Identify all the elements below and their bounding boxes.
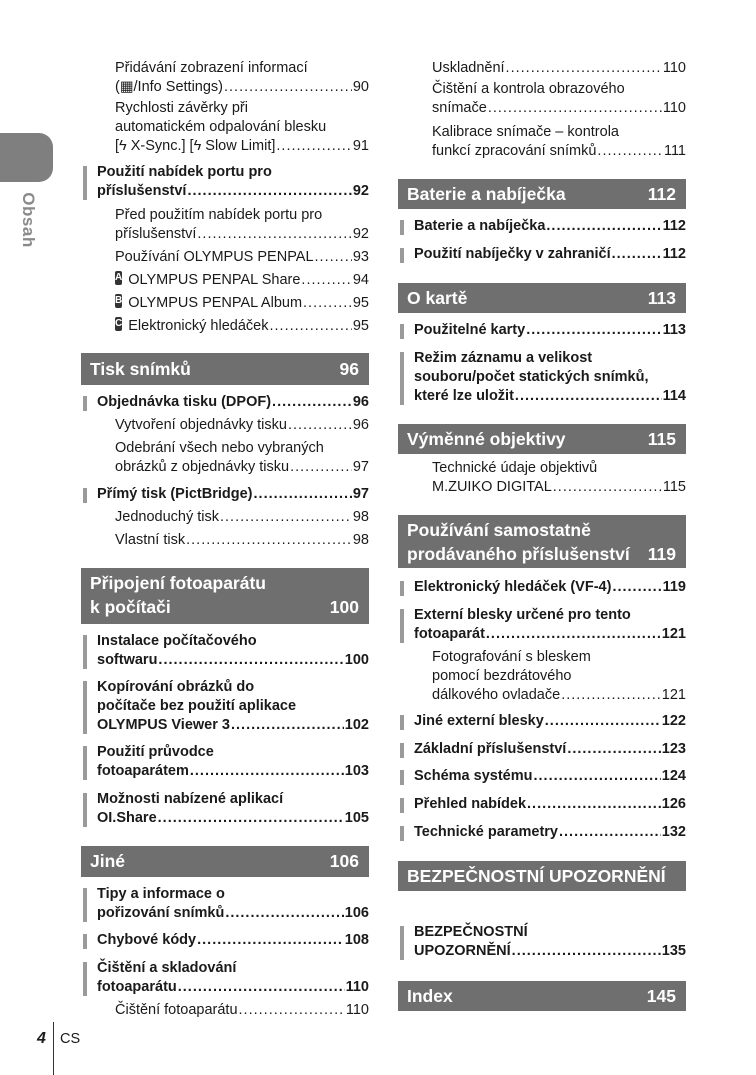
entry-line (414, 712, 686, 731)
entry-text: UPOZORNĚNÍ (414, 943, 511, 959)
section-page: 106 (329, 851, 359, 871)
entry-text: které lze uložit (414, 388, 514, 404)
toc-entry[interactable] (97, 678, 369, 735)
entry-text: Technické údaje objektivů (432, 460, 598, 476)
dot-leader (158, 651, 343, 670)
entry-line (432, 667, 686, 686)
entry-text: Použití průvodce (97, 744, 214, 760)
section-heading-bar[interactable] (81, 568, 369, 624)
dot-leader (158, 809, 344, 828)
entry-text: pomocí bezdrátového (432, 668, 572, 684)
entry-marker (400, 926, 404, 960)
entry-line (97, 678, 369, 697)
footer-rule (53, 1022, 54, 1075)
toc-entry[interactable] (414, 349, 686, 406)
entry-marker (83, 934, 87, 949)
dot-leader (178, 978, 345, 997)
entry-text: Čištění a skladování (97, 960, 237, 976)
penpal-b-icon: B (115, 295, 123, 306)
entry-text: Rychlosti závěrky při (115, 100, 248, 116)
toc-entry[interactable] (414, 217, 686, 236)
entry-text: Fotografování s bleskem (432, 649, 591, 665)
entry-line (115, 137, 369, 156)
entry-line (414, 321, 686, 340)
entry-line (432, 686, 686, 705)
entry-marker (400, 324, 404, 339)
section-title: prodávaného příslušenství (407, 544, 630, 564)
dot-leader (597, 142, 663, 161)
page-ref: 110 (345, 979, 369, 995)
entry-text: Elektronický hledáček (VF-4) (414, 579, 612, 595)
toc-entry[interactable] (414, 321, 686, 340)
dot-leader (276, 137, 351, 156)
entry-marker (400, 715, 404, 730)
dot-leader (488, 99, 662, 118)
entry-text: Jiné externí blesky (414, 713, 544, 729)
entry-marker (83, 888, 87, 922)
entry-text: Objednávka tisku (DPOF) (97, 394, 272, 410)
entry-line (432, 80, 686, 99)
page-ref: 103 (344, 763, 369, 779)
toc-subentry[interactable] (115, 294, 369, 313)
page-ref: 93 (352, 249, 369, 265)
page-ref: 91 (352, 138, 369, 154)
dot-leader (197, 225, 351, 244)
toc-entry[interactable] (414, 823, 686, 842)
entry-text: [ϟ X-Sync.] [ϟ Slow Limit] (115, 138, 276, 154)
toc-entry[interactable] (97, 163, 369, 201)
entry-line (97, 632, 369, 651)
penpal-a-icon: A (115, 272, 123, 283)
entry-text: Vlastní tisk (115, 532, 186, 548)
entry-marker (400, 248, 404, 263)
dot-leader (224, 78, 352, 97)
page-ref: 97 (352, 486, 369, 502)
toc-subentry[interactable] (115, 99, 369, 156)
entry-line (97, 485, 369, 504)
entry-text: Přímý tisk (PictBridge) (97, 486, 253, 502)
entry-line (115, 59, 369, 78)
toc-entry[interactable] (414, 578, 686, 597)
entry-text: Přidávání zobrazení informací (115, 60, 308, 76)
dot-leader (561, 686, 661, 705)
page-ref: 110 (662, 60, 686, 76)
toc-subentry[interactable] (432, 59, 686, 78)
entry-marker (400, 770, 404, 785)
dot-leader (239, 1001, 345, 1020)
entry-marker (400, 743, 404, 758)
toc-subentry[interactable] (115, 439, 369, 477)
entry-line (97, 697, 369, 716)
section-heading-bar[interactable] (398, 515, 686, 568)
toc-entry[interactable] (414, 923, 686, 961)
entry-line (432, 59, 686, 78)
toc-subentry[interactable] (115, 508, 369, 527)
entry-text: OI.Share (97, 810, 157, 826)
page-ref: 94 (352, 272, 369, 288)
entry-text: fotoaparát (414, 626, 485, 642)
section-heading-bar[interactable] (398, 179, 686, 209)
page-ref: 98 (352, 532, 369, 548)
page-ref: 124 (661, 768, 686, 784)
entry-line (414, 578, 686, 597)
toc-subentry[interactable] (115, 59, 369, 97)
dot-leader (526, 321, 661, 340)
page-ref: 112 (662, 246, 686, 262)
section-heading-bar[interactable] (398, 424, 686, 454)
entry-line (432, 123, 686, 142)
dot-leader (527, 795, 661, 814)
entry-text: počítače bez použití aplikace (97, 698, 297, 714)
section-page: 96 (339, 359, 359, 379)
toc-subentry[interactable] (432, 459, 686, 497)
dot-leader (225, 904, 343, 923)
page-ref: 112 (662, 218, 686, 234)
entry-line (97, 959, 369, 978)
entry-line (97, 790, 369, 809)
entry-line (414, 767, 686, 786)
dot-leader (612, 578, 661, 597)
entry-text: OLYMPUS PENPAL Album (128, 295, 303, 311)
page-ref: 115 (662, 479, 686, 495)
section-page: 100 (329, 597, 359, 617)
entry-text: Čištění a kontrola obrazového (432, 81, 625, 97)
section-heading-bar[interactable] (398, 861, 686, 891)
entry-line (115, 99, 369, 118)
entry-text: Tipy a informace o (97, 886, 225, 902)
dot-leader (197, 931, 344, 950)
entry-line (115, 458, 369, 477)
entry-line (115, 206, 369, 225)
entry-line (97, 809, 369, 828)
toc-entry[interactable] (97, 632, 369, 670)
entry-text: BEZPEČNOSTNÍ (414, 924, 528, 940)
dot-leader (288, 416, 352, 435)
toc-entry[interactable] (97, 931, 369, 950)
entry-line (414, 217, 686, 236)
page-ref: 96 (352, 394, 369, 410)
entry-text: M.ZUIKO DIGITAL (432, 479, 552, 495)
toc-subentry[interactable] (115, 1001, 369, 1020)
entry-line (414, 823, 686, 842)
page-ref: 102 (344, 717, 369, 733)
toc-entry[interactable] (414, 712, 686, 731)
entry-text: Kalibrace snímače – kontrola (432, 124, 619, 140)
entry-text: obrázků z objednávky tisku (115, 459, 290, 475)
entry-line (414, 740, 686, 759)
section-title: Používání samostatně (407, 520, 591, 540)
toc-entry[interactable] (97, 485, 369, 504)
dot-leader (512, 942, 661, 961)
page-ref: 92 (352, 226, 369, 242)
entry-line (97, 182, 369, 201)
toc-entry[interactable] (414, 245, 686, 264)
section-page: 145 (646, 986, 676, 1006)
entry-line (414, 245, 686, 264)
page-ref: 123 (661, 741, 686, 757)
entry-text: pořizování snímků (97, 905, 225, 921)
toc-entry[interactable] (414, 795, 686, 814)
entry-marker (83, 488, 87, 503)
entry-text: Před použitím nabídek portu pro (115, 207, 323, 223)
entry-line (97, 716, 369, 735)
dot-leader (303, 294, 352, 313)
entry-marker (83, 746, 87, 780)
entry-line (97, 885, 369, 904)
entry-marker (400, 220, 404, 235)
entry-text: funkcí zpracování snímků (432, 143, 597, 159)
entry-line (115, 271, 369, 290)
entry-text: OLYMPUS PENPAL Share (128, 272, 301, 288)
entry-text: Kopírování obrázků do (97, 679, 255, 695)
page-ref: 108 (344, 932, 369, 948)
entry-line (97, 651, 369, 670)
entry-line (414, 795, 686, 814)
entry-text: Jednoduchý tisk (115, 509, 219, 525)
dot-leader (567, 740, 660, 759)
page-ref: 110 (662, 100, 686, 116)
entry-line (414, 606, 686, 625)
entry-text: Základní příslušenství (414, 741, 567, 757)
language-code: CS (60, 1031, 81, 1047)
dot-leader (220, 508, 352, 527)
dot-leader (315, 248, 352, 267)
toc-subentry[interactable] (115, 271, 369, 290)
entry-line (432, 478, 686, 497)
dot-leader (612, 245, 662, 264)
section-title: Připojení fotoaparátu (90, 573, 266, 593)
dot-leader (515, 387, 662, 406)
entry-text: příslušenství (115, 226, 197, 242)
entry-marker (83, 166, 87, 200)
side-tab-label-box (8, 188, 48, 252)
entry-line (432, 459, 686, 478)
page-ref: 97 (352, 459, 369, 475)
side-tab[interactable] (0, 133, 53, 182)
side-tab-label: Obsah (19, 192, 38, 248)
page-ref: 98 (352, 509, 369, 525)
entry-text: automatickém odpalování blesku (115, 119, 327, 135)
toc-entry[interactable] (414, 740, 686, 759)
section-title: Jiné (90, 851, 126, 871)
page-number: 4 (37, 1030, 46, 1047)
entry-line (115, 225, 369, 244)
page-ref: 126 (661, 796, 686, 812)
page-ref: 113 (662, 322, 686, 338)
entry-text: Odebrání všech nebo vybraných (115, 440, 324, 456)
page-ref: 135 (661, 943, 686, 959)
page-ref: 95 (352, 318, 369, 334)
section-title: O kartě (407, 288, 468, 308)
entry-text: Možnosti nabízené aplikací (97, 791, 284, 807)
entry-line (115, 317, 369, 336)
dot-leader (186, 531, 352, 550)
entry-line (115, 1001, 369, 1020)
page-ref: 110 (345, 1002, 369, 1018)
page-ref: 106 (344, 905, 369, 921)
entry-text: softwaru (97, 652, 158, 668)
entry-line (414, 368, 686, 387)
entry-line (414, 923, 686, 942)
entry-text: Čištění fotoaparátu (115, 1002, 238, 1018)
toc-subentry[interactable] (115, 206, 369, 244)
page-ref: 121 (661, 687, 686, 703)
dot-leader (269, 317, 351, 336)
entry-text: (▦/Info Settings) (115, 79, 223, 95)
dot-leader (254, 485, 352, 504)
entry-marker (83, 962, 87, 996)
section-title: Baterie a nabíječka (407, 184, 566, 204)
entry-line (115, 439, 369, 458)
toc-entry[interactable] (97, 790, 369, 828)
entry-line (115, 416, 369, 435)
toc-subentry[interactable] (432, 123, 686, 161)
dot-leader (272, 393, 352, 412)
entry-text: Režim záznamu a velikost (414, 350, 593, 366)
entry-line (97, 978, 369, 997)
entry-line (414, 349, 686, 368)
section-heading-bar[interactable] (81, 353, 369, 385)
section-title: Index (407, 986, 453, 1006)
entry-marker (400, 581, 404, 596)
entry-text: souboru/počet statických snímků, (414, 369, 649, 385)
entry-line (97, 762, 369, 781)
page-ref: 105 (344, 810, 369, 826)
page-ref: 121 (661, 626, 686, 642)
section-title: Výměnné objektivy (407, 429, 566, 449)
entry-text: Použití nabíječky v zahraničí (414, 246, 611, 262)
dot-leader (546, 217, 661, 236)
entry-text: dálkového ovladače (432, 687, 561, 703)
entry-text: Použití nabídek portu pro (97, 164, 272, 180)
section-page: 119 (647, 544, 676, 564)
entry-line (97, 163, 369, 182)
dot-leader (301, 271, 351, 290)
entry-text: Instalace počítačového (97, 633, 257, 649)
entry-line (115, 118, 369, 137)
page-ref: 132 (661, 824, 686, 840)
section-title: k počítači (90, 597, 171, 617)
toc-entry[interactable] (414, 767, 686, 786)
toc-subentry[interactable] (115, 248, 369, 267)
entry-marker (83, 681, 87, 734)
entry-text: Externí blesky určené pro tento (414, 607, 631, 623)
entry-line (115, 294, 369, 313)
entry-text: Vytvoření objednávky tisku (115, 417, 287, 433)
page-ref: 95 (352, 295, 369, 311)
entry-text: fotoaparátu (97, 979, 177, 995)
dot-leader (231, 716, 344, 735)
entry-marker (400, 609, 404, 643)
dot-leader (506, 59, 662, 78)
entry-text: Použitelné karty (414, 322, 526, 338)
entry-text: příslušenství (97, 183, 187, 199)
entry-text: Elektronický hledáček (128, 318, 269, 334)
page-ref: 114 (662, 388, 686, 404)
dot-leader (533, 767, 660, 786)
toc-subentry[interactable] (432, 648, 686, 705)
entry-marker (83, 396, 87, 411)
entry-text: Používání OLYMPUS PENPAL (115, 249, 314, 265)
section-heading-bar[interactable] (81, 846, 369, 877)
page-ref: 90 (352, 79, 369, 95)
toc-subentry[interactable] (115, 531, 369, 550)
entry-line (97, 931, 369, 950)
entry-line (414, 942, 686, 961)
entry-marker (400, 352, 404, 405)
dot-leader (545, 712, 661, 731)
page-ref: 119 (662, 579, 686, 595)
entry-line (432, 142, 686, 161)
toc-entry[interactable] (97, 393, 369, 412)
entry-marker (400, 798, 404, 813)
entry-marker (400, 826, 404, 841)
section-page: 115 (647, 429, 676, 449)
toc-entry[interactable] (97, 885, 369, 923)
page-ref: 100 (344, 652, 369, 668)
entry-text: OLYMPUS Viewer 3 (97, 717, 230, 733)
toc-subentry[interactable] (115, 416, 369, 435)
penpal-c-icon: C (115, 318, 123, 329)
section-page: 112 (647, 184, 676, 204)
entry-text: Baterie a nabíječka (414, 218, 546, 234)
entry-text: Přehled nabídek (414, 796, 527, 812)
entry-marker (83, 635, 87, 669)
dot-leader (486, 625, 661, 644)
section-heading-bar[interactable] (398, 283, 686, 313)
entry-line (115, 78, 369, 97)
entry-line (97, 904, 369, 923)
section-heading-bar[interactable] (398, 981, 686, 1011)
entry-text: Technické parametry (414, 824, 558, 840)
page-ref: 92 (352, 183, 369, 199)
entry-line (432, 648, 686, 667)
entry-text: Uskladnění (432, 60, 505, 76)
page-ref: 122 (661, 713, 686, 729)
entry-marker (83, 793, 87, 827)
toc-subentry[interactable] (115, 317, 369, 336)
entry-line (414, 625, 686, 644)
toc-entry[interactable] (97, 743, 369, 781)
entry-text: Chybové kódy (97, 932, 197, 948)
toc-entry[interactable] (414, 606, 686, 644)
entry-text: fotoaparátem (97, 763, 189, 779)
dot-leader (190, 762, 344, 781)
entry-text: snímače (432, 100, 487, 116)
dot-leader (559, 823, 661, 842)
entry-line (97, 743, 369, 762)
page-ref: 96 (352, 417, 369, 433)
entry-text: Schéma systému (414, 768, 533, 784)
section-page: 113 (647, 288, 676, 308)
dot-leader (187, 182, 351, 201)
entry-line (115, 531, 369, 550)
section-title: Tisk snímků (90, 359, 191, 379)
entry-line (115, 508, 369, 527)
toc-entry[interactable] (97, 959, 369, 997)
section-title: BEZPEČNOSTNÍ UPOZORNĚNÍ (407, 866, 666, 886)
toc-subentry[interactable] (432, 80, 686, 118)
dot-leader (290, 458, 352, 477)
entry-line (432, 99, 686, 118)
entry-line (414, 387, 686, 406)
page-ref: 111 (663, 143, 686, 159)
entry-line (115, 248, 369, 267)
entry-line (97, 393, 369, 412)
dot-leader (553, 478, 662, 497)
